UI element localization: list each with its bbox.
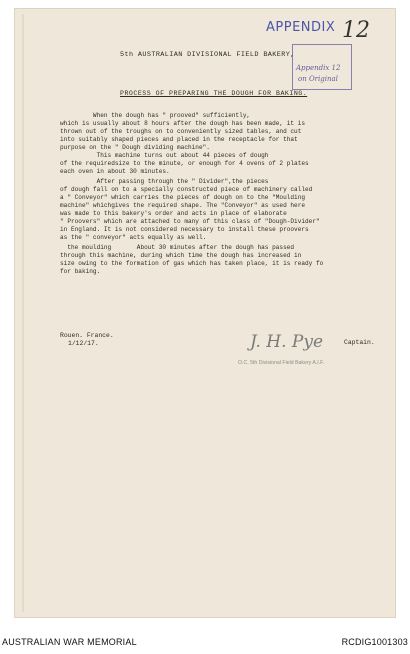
appendix-number: 12 [342,18,370,43]
body-line: a " Conveyor" which carries the pieces of dough on to the "Moulding [60,194,306,201]
body-line: which is usually about 8 hours after the dough has been made, it is [60,120,306,127]
appendix-stamp: APPENDIX [266,20,336,35]
unit-stamp: O.C. 5th Divisional Field Bakery A.I.F. [238,360,325,366]
body-line: size owing to the formation of gas which has taken place, it is ready fo [60,260,324,267]
body-line: the moulding About 30 minutes after the dough has passed [60,244,295,251]
body-line: through this machine, during which time the dough has increased in [60,252,302,259]
body-line: This machine turns out about 44 pieces of dough [60,152,269,159]
document-page [14,8,396,618]
document-date: 1/12/17. [68,340,99,347]
body-line: thrown out of the troughs on to conveniently sized tables, and cut [60,128,302,135]
body-line: each oven in about 30 minutes. [60,168,170,175]
body-line: of dough fall on to a specially constructed piece of machinery called [60,186,313,193]
body-line: was made to this bakery's order and acts in place of elaborate [60,210,287,217]
body-line: When the dough has " prooved" sufficiently, [60,112,251,119]
footer-institution: AUSTRALIAN WAR MEMORIAL [2,637,137,647]
signatory-rank: Captain. [344,339,375,346]
body-line: in England. It is not considered necessary to install these proovers [60,226,309,233]
document-heading: PROCESS OF PREPARING THE DOUGH FOR BAKING. [120,90,308,97]
body-line: " Proovers" which are attached to many of this class of "Dough-Divider" [60,218,320,225]
reference-stamp-line-2: on Original [298,75,338,83]
footer-record-id: RCDIG1001303 [341,637,408,647]
body-line: of the requiredsize to the minute, or enough for 4 ovens of 2 plates [60,160,309,167]
location: Rouen. France. [60,332,114,339]
handwritten-signature: J. H. Pye [250,332,324,352]
body-line: as the " conveyor" acts equally as well. [60,234,207,241]
body-line: for baking. [60,268,101,275]
body-line: purpose on the " Dough dividing machine". [60,144,210,151]
document-header: 5th AUSTRALIAN DIVISIONAL FIELD BAKERY, [120,51,295,59]
body-line: machine" whichgives the required shape. The "Conveyor" as used here [60,202,306,209]
body-line: After passing through the " Divider",the pieces [60,178,269,185]
reference-stamp-line-1: Appendix 12 [296,64,341,72]
body-line: into suitably shaped pieces and placed in the receptacle for that [60,136,298,143]
